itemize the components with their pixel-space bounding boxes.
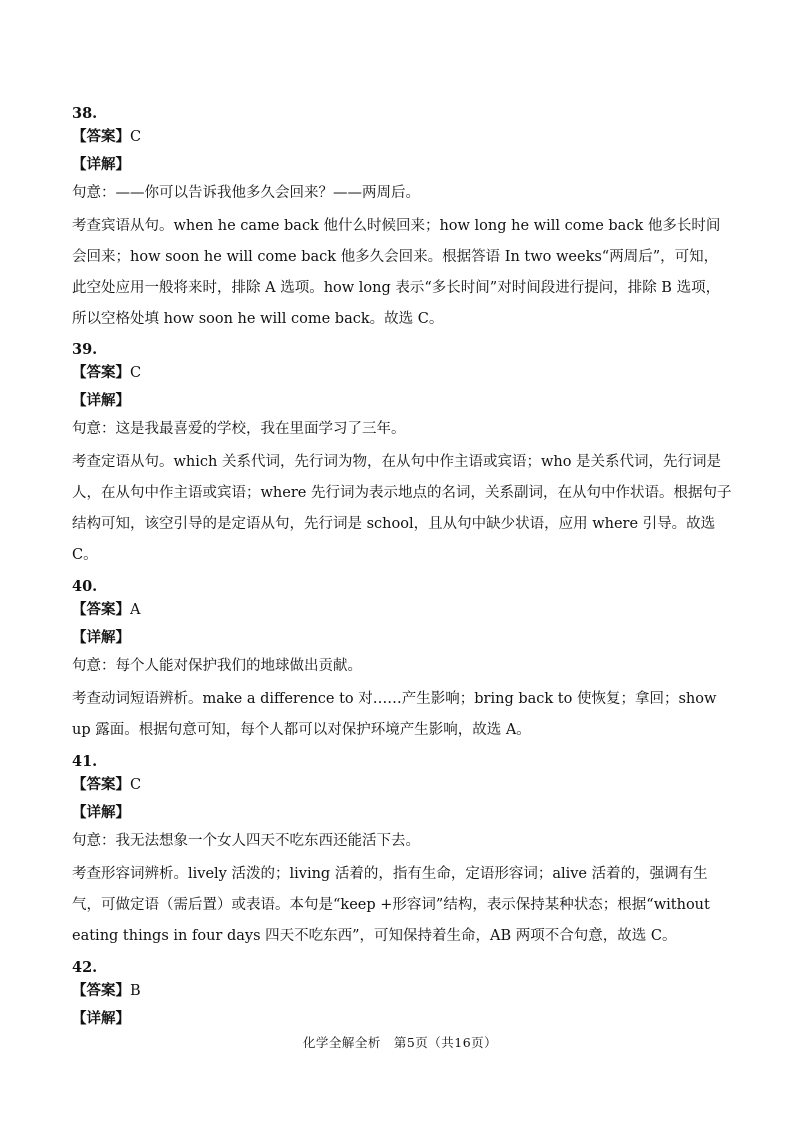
question-number: 39. <box>72 341 98 358</box>
question-block <box>72 104 732 335</box>
answer-value: C <box>130 129 142 145</box>
answer-label: 【答案】 <box>72 982 130 999</box>
analysis-text: 考查形容词辨析。lively 活泼的；living 活着的，指有生命，定语形容词；alive 活着的，强调有生气，可做定语（需后置）或表语。本句是“keep +形容词”结构，表示保持某种状态；根据“without eating things in four days 四天不吃东西”，可知保持着生命，AB 两项不合句意，故选 C。 <box>72 866 710 944</box>
answer-value: C <box>130 777 142 793</box>
sentence-meaning: 句意：这是我最喜爱的学校，我在里面学习了三年。 <box>72 421 406 437</box>
answer-value: B <box>130 983 141 999</box>
question-block <box>72 340 732 571</box>
answer-line <box>72 127 732 155</box>
analysis-text: 考查宾语从句。when he came back 他什么时候回来；how long he will come back 他多长时间会回来；how soon he will come back 他多久会回来。根据答语 In two weeks“两周后”，可知，此空处应用一般将来时，排除 A 选项。how long 表示“多长时间”对时间段进行提问，排除 B 选项，所以空格处填 how soon he will come back。故选 C。 <box>72 218 721 327</box>
answer-label: 【答案】 <box>72 776 130 793</box>
answer-value: C <box>130 365 142 381</box>
answer-content <box>72 104 732 1037</box>
analysis-text: 考查定语从句。which 关系代词，先行词为物，在从句中作主语或宾语；who 是关系代词，先行词是人，在从句中作主语或宾语；where 先行词为表示地点的名词，关系副词，在从句中作状语。根据句子结构可知，该空引导的是定语从句，先行词是 school，且从句中缺少状语，应用 where 引导。故选 C。 <box>72 454 732 563</box>
question-number: 42. <box>72 959 98 976</box>
answer-label: 【答案】 <box>72 601 130 618</box>
detail-label: 【详解】 <box>72 156 130 173</box>
answer-line <box>72 600 732 628</box>
answer-line <box>72 363 732 391</box>
answer-value: A <box>130 602 141 618</box>
question-number: 40. <box>72 578 98 595</box>
sentence-meaning: 句意：每个人能对保护我们的地球做出贡献。 <box>72 658 362 674</box>
answer-label: 【答案】 <box>72 364 130 381</box>
question-number: 38. <box>72 105 98 122</box>
sentence-meaning: 句意：我无法想象一个女人四天不吃东西还能活下去。 <box>72 833 420 849</box>
question-block <box>72 577 732 746</box>
analysis-text: 考查动词短语辨析。make a difference to 对……产生影响；bring back to 使恢复；拿回；show up 露面。根据句意可知，每个人都可以对保护环境产生影响，故选 A。 <box>72 691 717 738</box>
detail-label: 【详解】 <box>72 804 130 821</box>
detail-label: 【详解】 <box>72 392 130 409</box>
detail-label: 【详解】 <box>72 1010 130 1027</box>
answer-line <box>72 981 732 1009</box>
question-block <box>72 958 732 1037</box>
answer-label: 【答案】 <box>72 128 130 145</box>
question-block <box>72 752 732 952</box>
answer-line <box>72 775 732 803</box>
page-footer: 化学全解全析 第5页（共16页） <box>302 1035 498 1050</box>
detail-label: 【详解】 <box>72 629 130 646</box>
question-number: 41. <box>72 753 98 770</box>
sentence-meaning: 句意：——你可以告诉我他多久会回来？——两周后。 <box>72 185 420 201</box>
